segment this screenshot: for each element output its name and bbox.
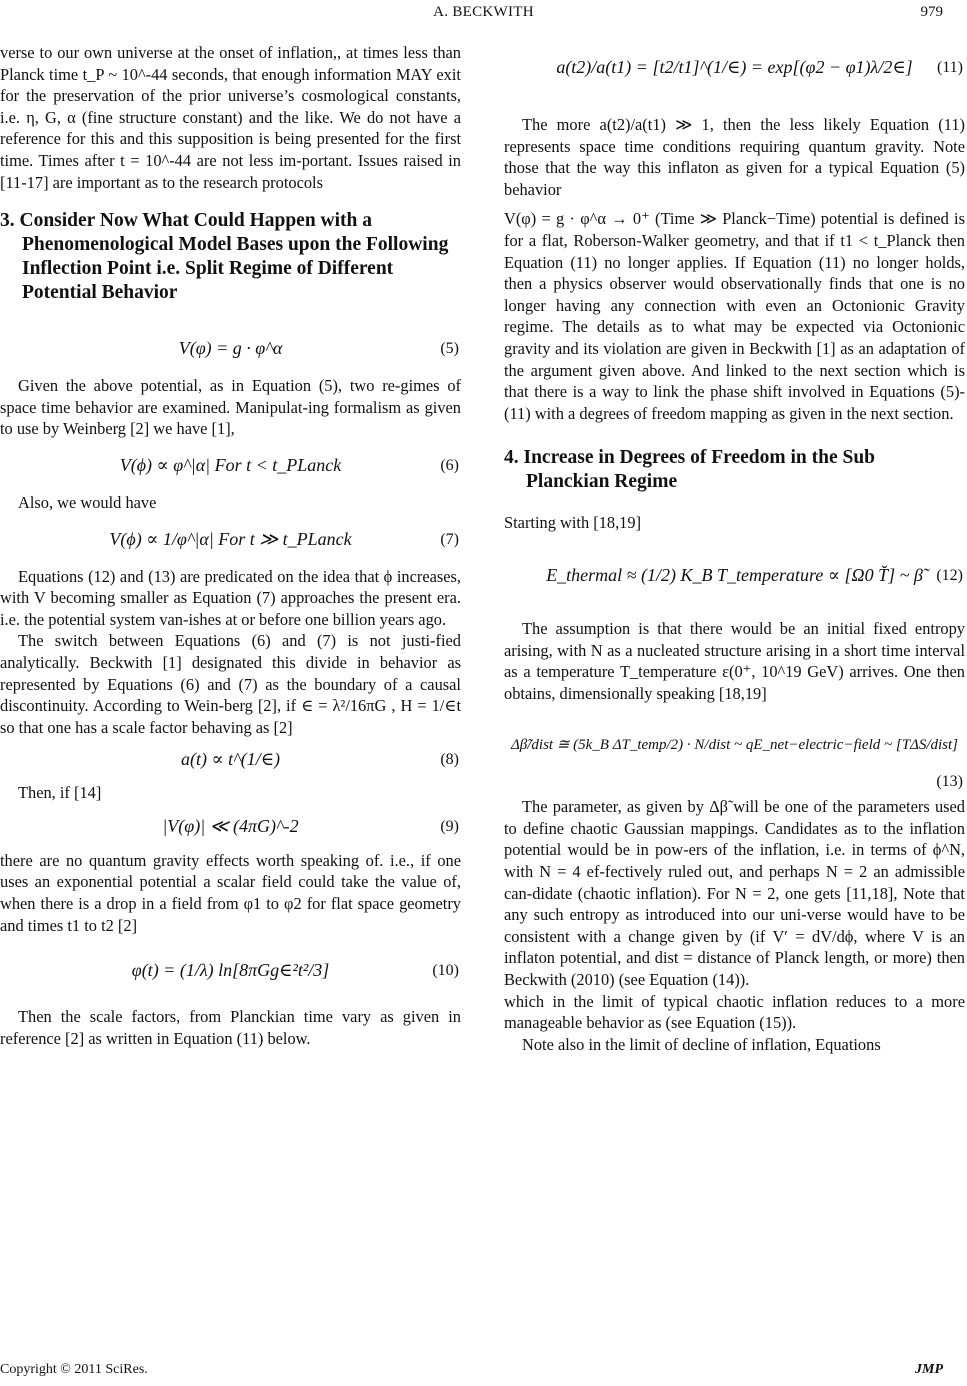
equation-8-body: a(t) ∝ t^(1/∈): [180, 749, 281, 770]
equation-11-body: a(t2)/a(t1) = [t2/t1]^(1/∈) = exp[(φ2 − φ1)λ/2∈]: [556, 57, 913, 78]
right-paragraph-6: which in the limit of typical chaotic inflation reduces to a more manageable behavior as (see Equation (15)).: [504, 991, 965, 1033]
equation-5: [0, 323, 461, 375]
left-column: [0, 42, 461, 1049]
right-paragraph-3: Starting with [18,19]: [504, 513, 642, 533]
left-paragraph-6: Then, if [14]: [18, 783, 102, 803]
running-header-author: A. BECKWITH: [433, 4, 534, 20]
footer-journal: JMP: [915, 1362, 943, 1377]
equation-11-number: (11): [936, 59, 963, 77]
left-paragraph-2: Given the above potential, as in Equation (5), two re-gimes of space time behavior are examined. Manipulat-ing formalism as given to use by Weinberg [2] we have [1],: [0, 376, 461, 439]
left-paragraph-3: Also, we would have: [18, 492, 157, 512]
equation-7: [0, 514, 461, 566]
equation-13-body: Δβ̃/dist ≅ (5k_B ΔT_temp/2) · N/dist ~ qE_net−electric−field ~ [TΔS/dist]: [510, 737, 959, 754]
equation-13-number: (13): [936, 772, 963, 790]
equation-9-number: (9): [440, 818, 459, 836]
equation-10-body: φ(t) = (1/λ) ln[8πGg∈²t²/3]: [131, 960, 330, 981]
right-paragraph-5: The parameter, as given by Δβ̃ will be one of the parameters used to define chaotic Gaussian mappings. Candidates as to the inflation potential would be in pow-ers of the inflation, i.e. in terms of ϕ^N, with N = 4 ef-fectively ruled out, and perhaps N = 2 an admissible can-didate (chaotic inflation). For N = 2, one gets [11,18], Note that any such entropy as introduced into our uni-verse would have to be consistent with a change given by (if V′ = dV/dϕ, where V is an inflaton potential, and dist = distance of Planck length, or more) then Beckwith (2010) (see Equation (14)).: [504, 797, 965, 990]
left-paragraph-8: Then the scale factors, from Planckian time vary as given in reference [2] as written in Equation (11) below.: [0, 1007, 461, 1048]
section-3-heading-rest: Phenomenological Model Bases upon the Following Inflection Point i.e. Split Regime of Different Potential Behavior: [22, 234, 449, 304]
right-paragraph-1: The more a(t2)/a(t1) ≫ 1, then the less likely Equation (11) represents space time conditions requiring quantum gravity. Note those that the way this inflaton as given for a typical Equation (5) behavior: [504, 115, 965, 199]
section-4-heading: [504, 446, 965, 494]
right-paragraph-7: Note also in the limit of decline of inflation, Equations: [522, 1034, 881, 1054]
right-column: [504, 42, 965, 1055]
equation-6: [0, 440, 461, 492]
equation-7-number: (7): [440, 530, 459, 548]
equation-8-number: (8): [440, 751, 459, 769]
equation-12-body: E_thermal ≈ (1/2) K_B T_temperature ∝ [Ω0 T̆] ~ β̃: [546, 565, 923, 586]
section-3-heading: [0, 209, 461, 305]
left-paragraph-5: The switch between Equations (6) and (7) is not justi-fied analytically. Beckwith [1] designated this divide in behavior as represented by Equations (6) and (7) as the boundary of a causal discontinuity. According to Wein-berg [2], if ∈ = λ²/16πG , H = 1/∈t so that one has a scale factor behaving as [2]: [0, 631, 461, 737]
left-paragraph-4: Equations (12) and (13) are predicated on the idea that ϕ increases, with V becoming smaller as Equation (7) approaches the present era. i.e. the potential system van-ishes at or before one billion years ago.: [0, 566, 461, 629]
equation-10: [0, 936, 461, 1006]
equation-12-number: (12): [936, 567, 963, 585]
equation-7-body: V(ϕ) ∝ 1/φ^|α| For t ≫ t_PLanck: [109, 528, 352, 549]
equation-10-number: (10): [432, 962, 459, 980]
right-paragraph-4: The assumption is that there would be an initial fixed entropy arising, with N as a nucleated structure arising in a short time interval as a temperature T_temperature ε(0⁺, 10^19 GeV) arrives. One then obtains, dimensionally speaking [18,19]: [504, 618, 965, 703]
equation-13: [504, 704, 965, 788]
section-4-heading-rest: Planckian Regime: [526, 471, 678, 493]
equation-5-number: (5): [440, 340, 459, 358]
equation-6-number: (6): [440, 457, 459, 475]
equation-9-body: |V(φ)| ≪ (4πG)^-2: [162, 816, 299, 837]
equation-11: [504, 36, 965, 100]
equation-5-body: V(φ) = g · φ^α: [178, 338, 283, 359]
equation-12: [504, 534, 965, 618]
equation-6-body: V(ϕ) ∝ φ^|α| For t < t_PLanck: [119, 455, 342, 476]
right-paragraph-2: V(φ) = g · φ^α → 0⁺ (Time ≫ Planck−Time) potential is defined is for a flat, Roberson-Walker geometry, and that if t1 < t_Planck then Equation (11) no longer applies. If Equation (11) no longer holds, then a physics observer would observationally finds that one is no longer having any connection with even an Octonionic Gravity regime. The details as to what may be expected via Octonionic gravity and its violation are given in Beckwith [1] as an adaptation of the argument given above. And linked to the next section which is that there is a way to link the phase shift involved in Equations (5)-(11) with a degrees of freedom mapping as given in the next section.: [504, 209, 965, 423]
section-4-heading-line1: 4. Increase in Degrees of Freedom in the Sub: [504, 447, 876, 469]
page-number: 979: [920, 4, 943, 20]
left-paragraph-7: there are no quantum gravity effects worth speaking of. i.e., if one uses an exponential potential a scalar field could take the value of, when there is a drop in a field from φ1 to φ2 for flat space geometry and times t1 to t2 [2]: [0, 850, 461, 935]
section-3-heading-line1: 3. Consider Now What Could Happen with a: [0, 210, 373, 232]
equation-8: [0, 738, 461, 782]
footer-copyright: Copyright © 2011 SciRes.: [0, 1362, 148, 1377]
left-paragraph-1: verse to our own universe at the onset of inflation,, at times less than Planck time t_P ~ 10^-44 seconds, that enough information MAY exit for the preservation of the prior universe’s cosmological constants, i.e. η, G, α (fine structure constant) and the like. We do not have a reference for this and this supposition is being presented for the first time. Times after t = 10^-44 are not less im-portant. Issues raised in [11-17] are important as to the research protocols: [0, 43, 461, 192]
equation-9: [0, 804, 461, 850]
